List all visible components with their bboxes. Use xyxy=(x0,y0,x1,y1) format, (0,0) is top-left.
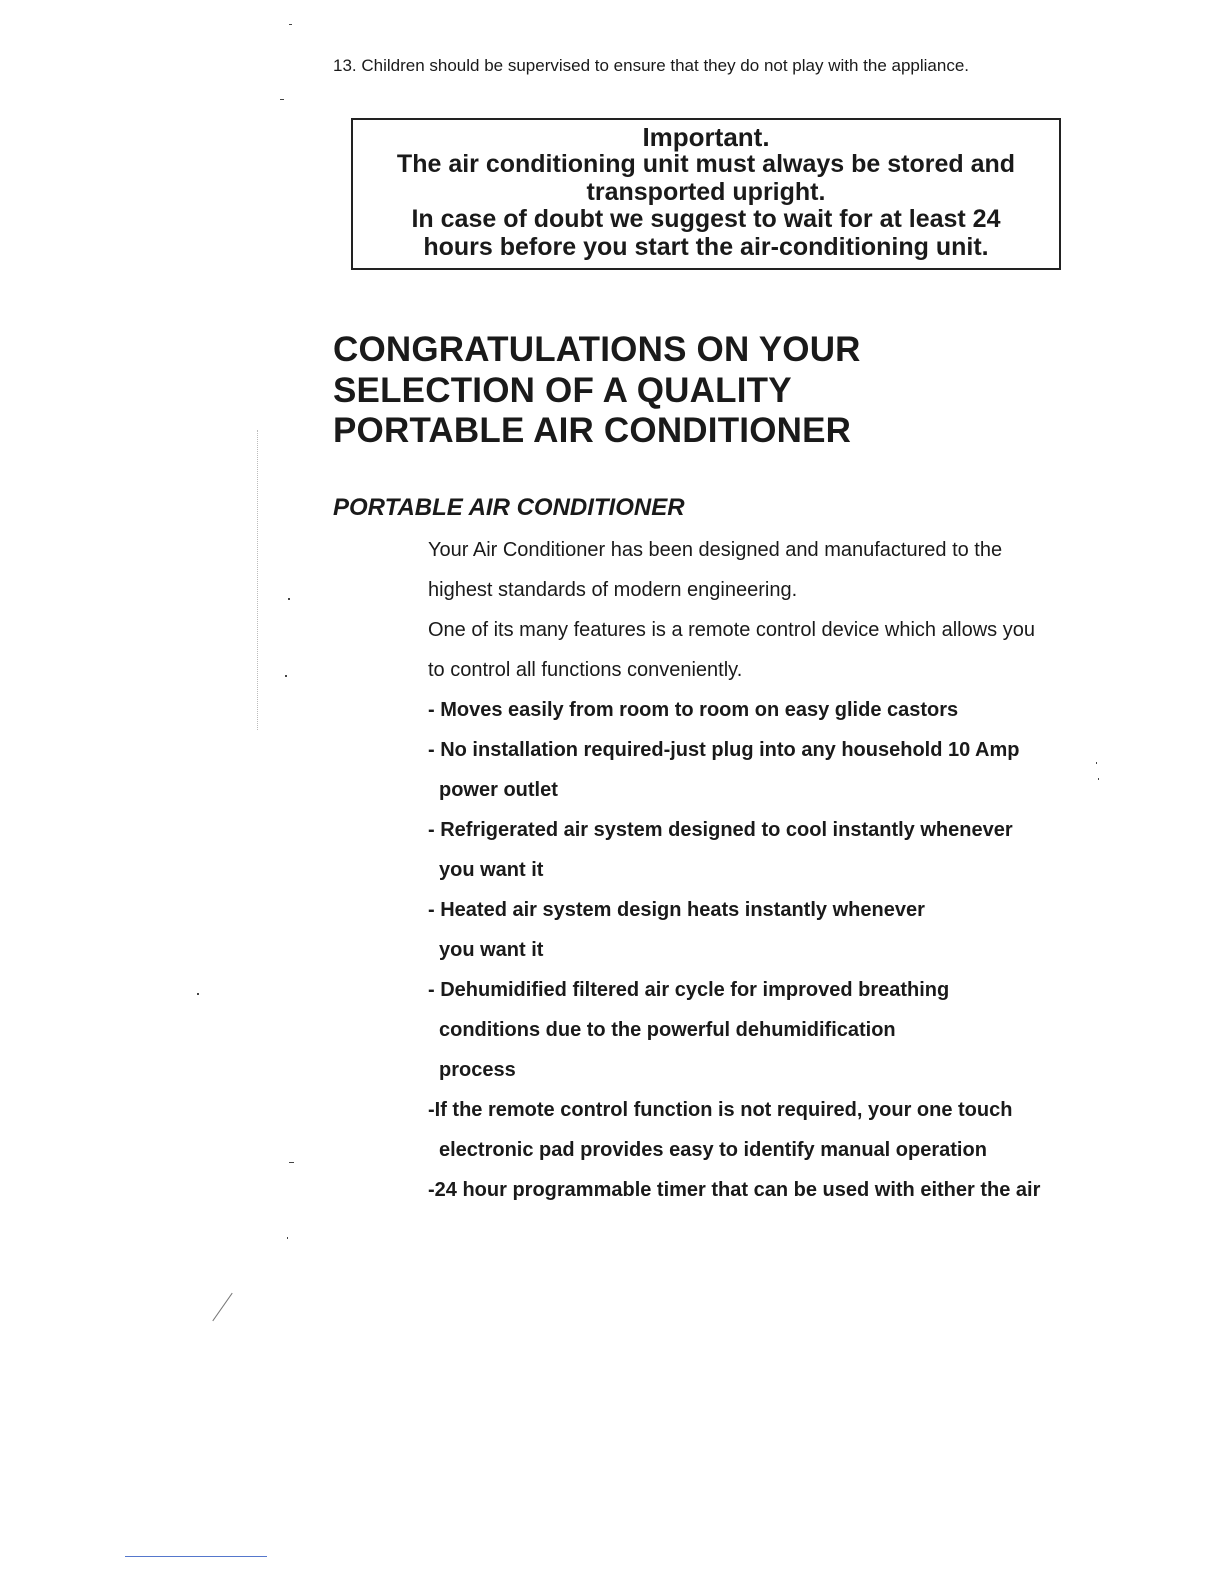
important-line: In case of doubt we suggest to wait for at least 24 xyxy=(411,205,1001,233)
page-title-line: CONGRATULATIONS ON YOUR xyxy=(333,330,861,369)
feature-item: - Moves easily from room to room on easy glide castors xyxy=(428,699,959,721)
page-title xyxy=(333,330,861,452)
scan-speck xyxy=(285,675,287,677)
feature-item-continuation: process xyxy=(439,1059,516,1081)
scan-speck xyxy=(280,99,284,100)
important-notice-box xyxy=(351,118,1061,270)
body-line: to control all functions conveniently. xyxy=(428,659,743,681)
section-subheading: PORTABLE AIR CONDITIONER xyxy=(333,494,685,521)
feature-item: - Refrigerated air system designed to cool instantly whenever xyxy=(428,819,1013,841)
body-line: Your Air Conditioner has been designed and manufactured to the xyxy=(428,539,1003,561)
important-title: Important. xyxy=(642,122,770,152)
page-title-line: SELECTION OF A QUALITY xyxy=(333,370,792,410)
body-line: One of its many features is a remote control device which allows you xyxy=(428,619,1035,641)
scan-speck xyxy=(288,598,290,600)
important-line: The air conditioning unit must always be stored and xyxy=(396,150,1016,178)
scan-speck xyxy=(1096,762,1097,764)
feature-item: - No installation required-just plug into any household 10 Amp xyxy=(428,739,1020,761)
feature-item: - Dehumidified filtered air cycle for improved breathing xyxy=(428,979,950,1001)
body-text xyxy=(428,530,1108,1210)
feature-item-continuation: conditions due to the powerful dehumidification xyxy=(439,1019,896,1041)
scan-slash-artifact xyxy=(212,1293,232,1321)
feature-item-continuation: power outlet xyxy=(439,779,558,801)
page-title-line: PORTABLE AIR CONDITIONER xyxy=(333,411,852,450)
feature-item-continuation: you want it xyxy=(439,939,544,961)
important-line: transported upright. xyxy=(586,177,826,206)
scan-speck xyxy=(197,993,199,995)
feature-item: -If the remote control function is not required, your one touch xyxy=(428,1099,1013,1121)
body-line: highest standards of modern engineering. xyxy=(428,579,798,601)
feature-item-continuation: electronic pad provides easy to identify manual operation xyxy=(439,1139,987,1161)
feature-item: - Heated air system design heats instantly whenever xyxy=(428,899,925,921)
scan-speck xyxy=(289,24,292,25)
scan-speck xyxy=(289,1162,294,1163)
important-line: hours before you start the air-conditioning unit. xyxy=(423,232,989,261)
feature-item: -24 hour programmable timer that can be used with either the air xyxy=(428,1179,1041,1201)
page-bottom-rule xyxy=(125,1556,267,1557)
feature-item-continuation: you want it xyxy=(439,859,544,881)
note-13: 13. Children should be supervised to ensure that they do not play with the appliance. xyxy=(333,56,970,75)
scan-speck xyxy=(1098,778,1099,780)
scan-edge-artifact xyxy=(257,430,258,730)
scan-speck xyxy=(287,1237,288,1239)
